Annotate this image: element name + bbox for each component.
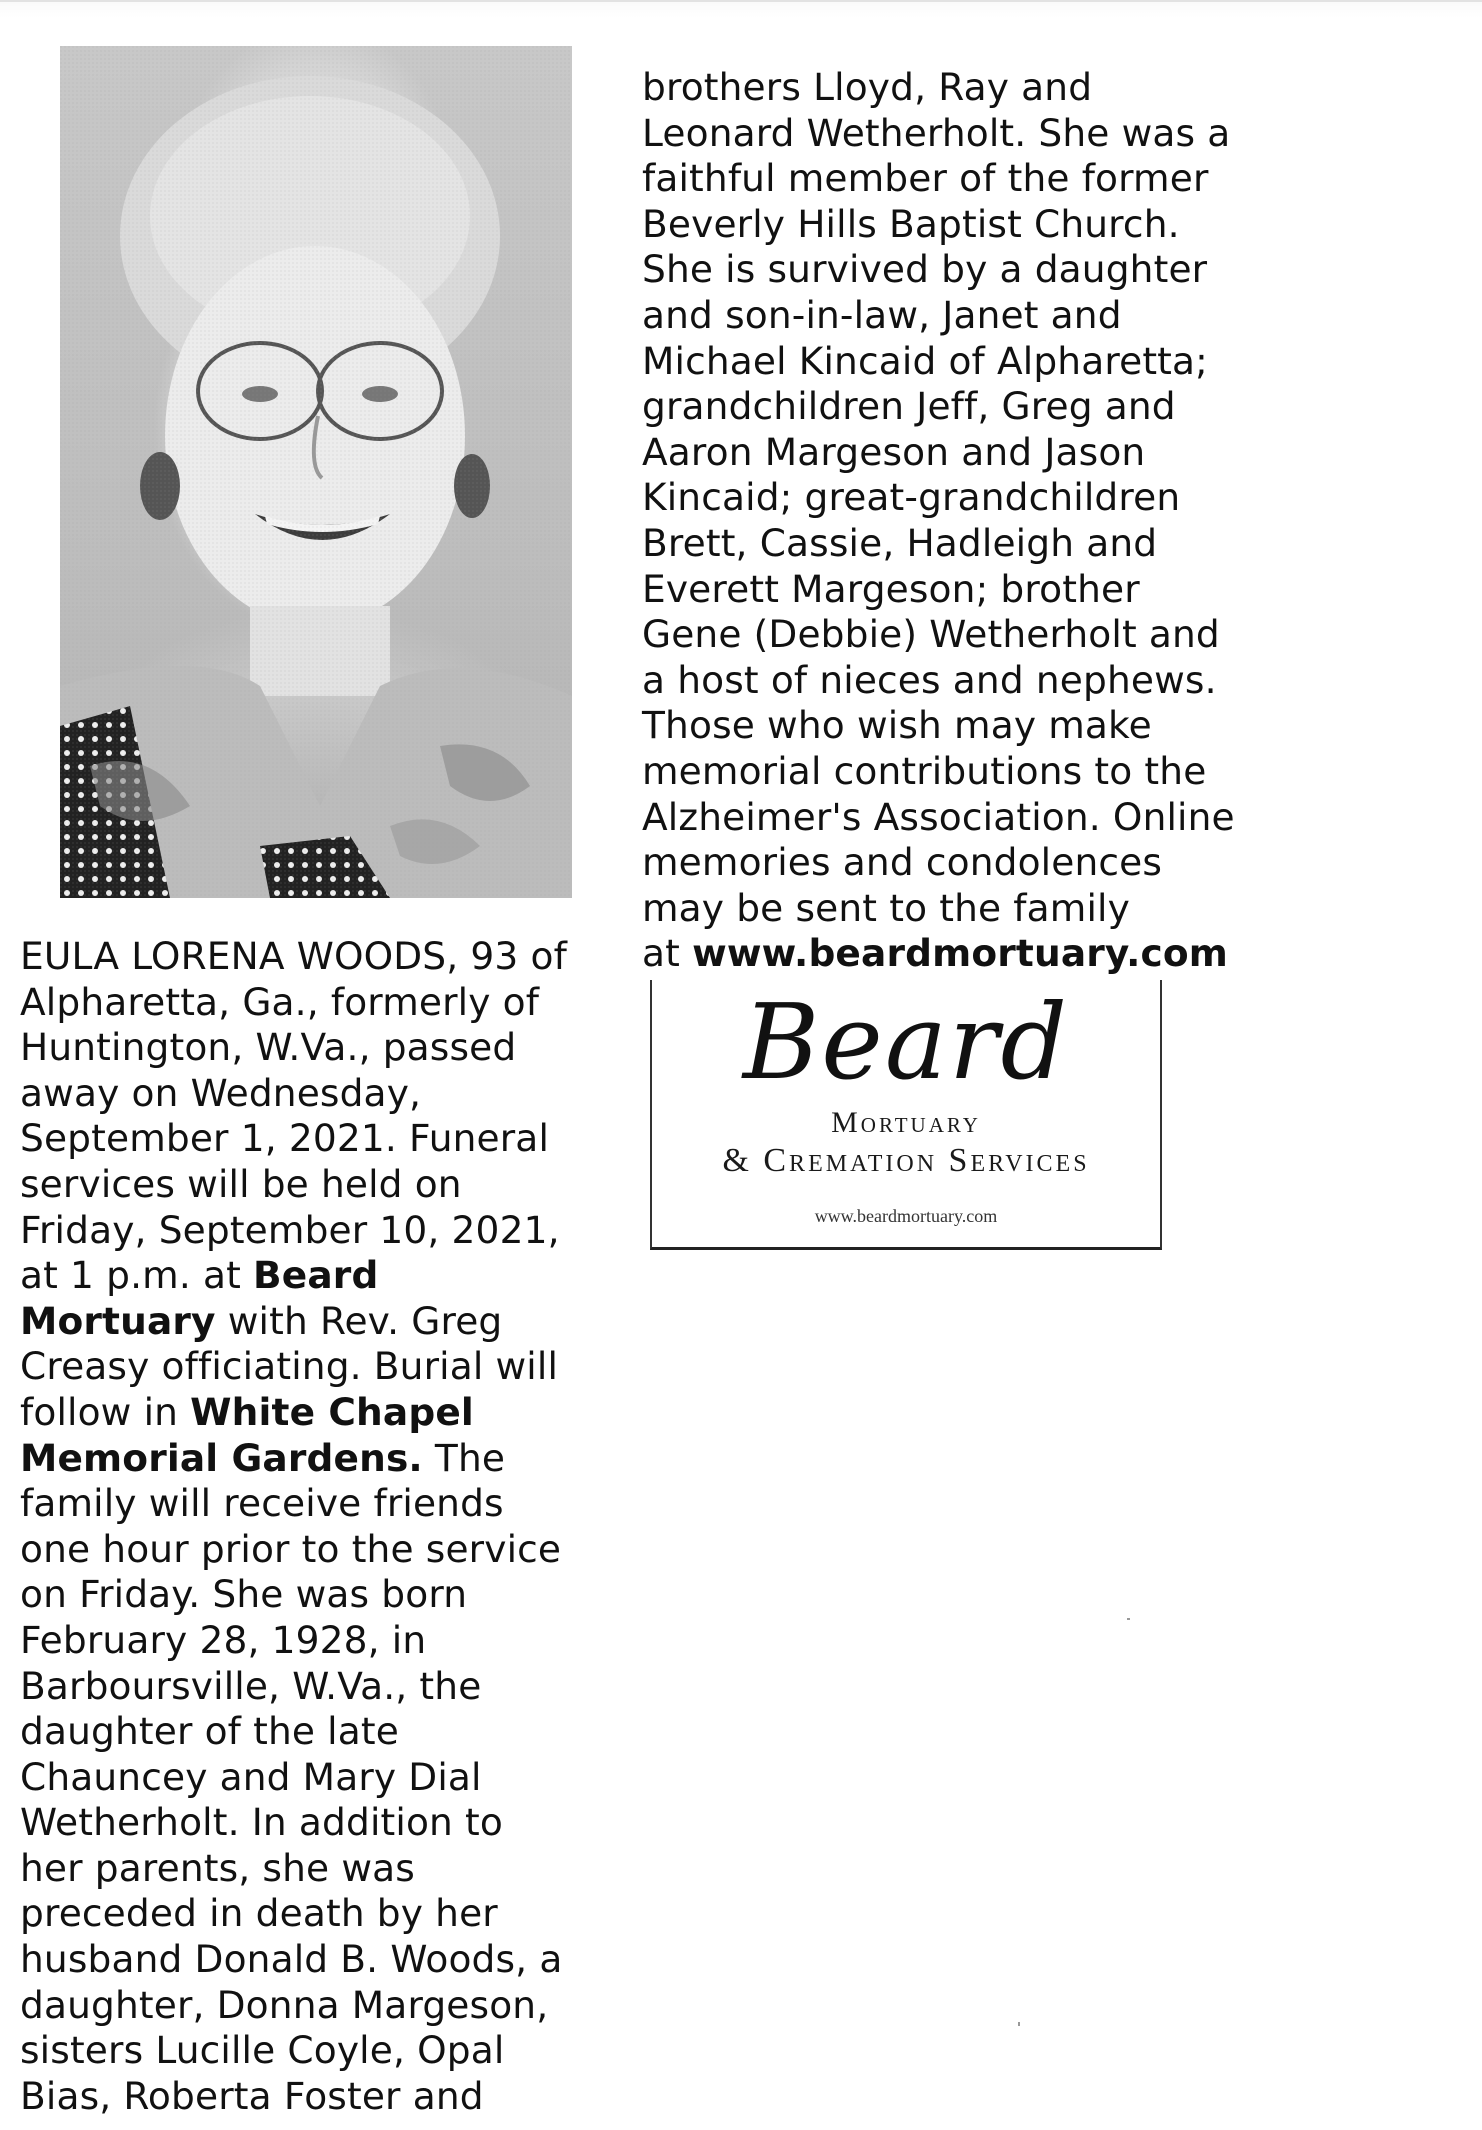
- text-segment: EULA LORENA WOODS, 93 of: [20, 934, 567, 978]
- right-column-line: [642, 612, 1235, 658]
- text-segment: Creasy officiating. Burial will: [20, 1344, 559, 1389]
- text-segment: faithful member of the former: [642, 156, 1209, 201]
- right-column-line: [642, 886, 1235, 932]
- text-segment: The: [422, 1435, 506, 1480]
- logo-line-mortuary: Mortuary: [831, 1106, 981, 1139]
- left-column-line: [20, 1618, 567, 1664]
- left-column-line: [20, 1846, 567, 1892]
- right-column-line: [642, 384, 1235, 430]
- right-column-line: [642, 795, 1235, 841]
- text-segment: her parents, she was: [20, 1845, 415, 1890]
- left-column-line: [20, 1664, 567, 1710]
- text-segment: February 28, 1928, in: [20, 1617, 427, 1662]
- text-segment: Barboursville, W.Va., the: [20, 1663, 482, 1708]
- text-segment: memorial contributions to the: [642, 748, 1207, 793]
- left-column-line: [20, 934, 567, 980]
- left-column-line: [20, 1162, 567, 1208]
- text-segment: Huntington, W.Va., passed: [20, 1025, 517, 1070]
- portrait-photo: [60, 46, 572, 898]
- text-segment: Gene (Debbie) Wetherholt and: [642, 612, 1220, 657]
- right-column-line: [642, 65, 1235, 111]
- left-column-line: [20, 1572, 567, 1618]
- right-column-line: [642, 156, 1235, 202]
- scan-speck: [1018, 2022, 1020, 2026]
- left-column-line: [20, 1755, 567, 1801]
- text-segment: at 1 p.m. at: [20, 1253, 254, 1298]
- bold-text: www.beardmortuary.com: [692, 931, 1228, 976]
- mortuary-logo: [650, 980, 1162, 1250]
- portrait-illustration: [60, 46, 572, 898]
- scan-speck: [1127, 1618, 1130, 1620]
- scan-edge: [0, 0, 1482, 18]
- right-column-line: [642, 293, 1235, 339]
- right-column-line: [642, 749, 1235, 795]
- left-column-line: [20, 1891, 567, 1937]
- text-segment: Alzheimer's Association. Online: [642, 794, 1235, 839]
- left-column-line: [20, 980, 567, 1026]
- left-column-line: [20, 1481, 567, 1527]
- text-segment: and son-in-law, Janet and: [642, 292, 1122, 337]
- text-segment: Alpharetta, Ga., formerly of: [20, 979, 540, 1024]
- left-column-line: [20, 2028, 567, 2074]
- text-segment: Friday, September 10, 2021,: [20, 1207, 560, 1252]
- logo-url: www.beardmortuary.com: [814, 1206, 998, 1226]
- text-segment: Everett Margeson; brother: [642, 566, 1140, 611]
- left-column-line: [20, 1937, 567, 1983]
- right-column-line: [642, 202, 1235, 248]
- text-segment: Aaron Margeson and Jason: [642, 429, 1146, 474]
- text-segment: Kincaid; great-grandchildren: [642, 475, 1181, 520]
- text-segment: Chauncey and Mary Dial: [20, 1754, 482, 1799]
- obituary-column-right: [642, 65, 1235, 977]
- right-column-line: [642, 521, 1235, 567]
- obituary-column-left: [20, 934, 567, 2119]
- text-segment: a host of nieces and nephews.: [642, 657, 1217, 702]
- right-column-line: [642, 840, 1235, 886]
- text-segment: Those who wish may make: [642, 703, 1152, 748]
- text-segment: on Friday. She was born: [20, 1572, 468, 1617]
- text-segment: at: [642, 931, 693, 976]
- right-column-line: [642, 339, 1235, 385]
- right-column-line: [642, 475, 1235, 521]
- right-column-line: [642, 658, 1235, 704]
- left-column-line: [20, 1071, 567, 1117]
- text-segment: Brett, Cassie, Hadleigh and: [642, 520, 1158, 565]
- text-segment: Bias, Roberta Foster and: [20, 2073, 484, 2118]
- text-segment: Leonard Wetherholt. She was a: [642, 110, 1231, 155]
- logo-line-cremation: & Cremation Services: [722, 1142, 1090, 1179]
- text-segment: husband Donald B. Woods, a: [20, 1937, 563, 1982]
- text-segment: may be sent to the family: [642, 885, 1130, 930]
- text-segment: Michael Kincaid of Alpharetta;: [642, 338, 1208, 383]
- text-segment: family will receive friends: [20, 1481, 504, 1526]
- left-column-line: [20, 1527, 567, 1573]
- text-segment: with Rev. Greg: [215, 1298, 503, 1343]
- text-segment: Wetherholt. In addition to: [20, 1800, 503, 1845]
- bold-text: White Chapel: [190, 1389, 474, 1434]
- bold-text: Mortuary: [20, 1298, 216, 1343]
- text-segment: daughter of the late: [20, 1709, 399, 1754]
- bold-text: Beard: [253, 1253, 379, 1298]
- left-column-line: [20, 1299, 567, 1345]
- left-column-line: [20, 1344, 567, 1390]
- text-segment: daughter, Donna Margeson,: [20, 1982, 549, 2027]
- text-segment: brothers Lloyd, Ray and: [642, 65, 1093, 109]
- left-column-line: [20, 1208, 567, 1254]
- text-segment: sisters Lucille Coyle, Opal: [20, 2028, 505, 2073]
- bold-text: Memorial Gardens.: [20, 1435, 423, 1480]
- right-column-line: [642, 703, 1235, 749]
- left-column-line: [20, 1800, 567, 1846]
- right-column-line: [642, 111, 1235, 157]
- left-column-line: [20, 1116, 567, 1162]
- left-column-line: [20, 1390, 567, 1436]
- right-column-line: [642, 931, 1235, 977]
- text-segment: services will be held on: [20, 1161, 462, 1206]
- text-segment: one hour prior to the service: [20, 1526, 562, 1571]
- left-column-line: [20, 2074, 567, 2120]
- text-segment: away on Wednesday,: [20, 1070, 422, 1115]
- right-column-line: [642, 567, 1235, 613]
- left-column-line: [20, 1253, 567, 1299]
- text-segment: She is survived by a daughter: [642, 247, 1208, 292]
- left-column-line: [20, 1983, 567, 2029]
- text-segment: grandchildren Jeff, Greg and: [642, 384, 1176, 429]
- left-column-line: [20, 1709, 567, 1755]
- text-segment: Beverly Hills Baptist Church.: [642, 201, 1180, 246]
- left-column-line: [20, 1025, 567, 1071]
- text-segment: memories and condolences: [642, 840, 1163, 885]
- right-column-line: [642, 247, 1235, 293]
- text-segment: preceded in death by her: [20, 1891, 498, 1936]
- logo-script-name: Beard: [742, 981, 1070, 1103]
- text-segment: follow in: [20, 1389, 191, 1434]
- right-column-line: [642, 430, 1235, 476]
- left-column-line: [20, 1436, 567, 1482]
- text-segment: September 1, 2021. Funeral: [20, 1116, 550, 1161]
